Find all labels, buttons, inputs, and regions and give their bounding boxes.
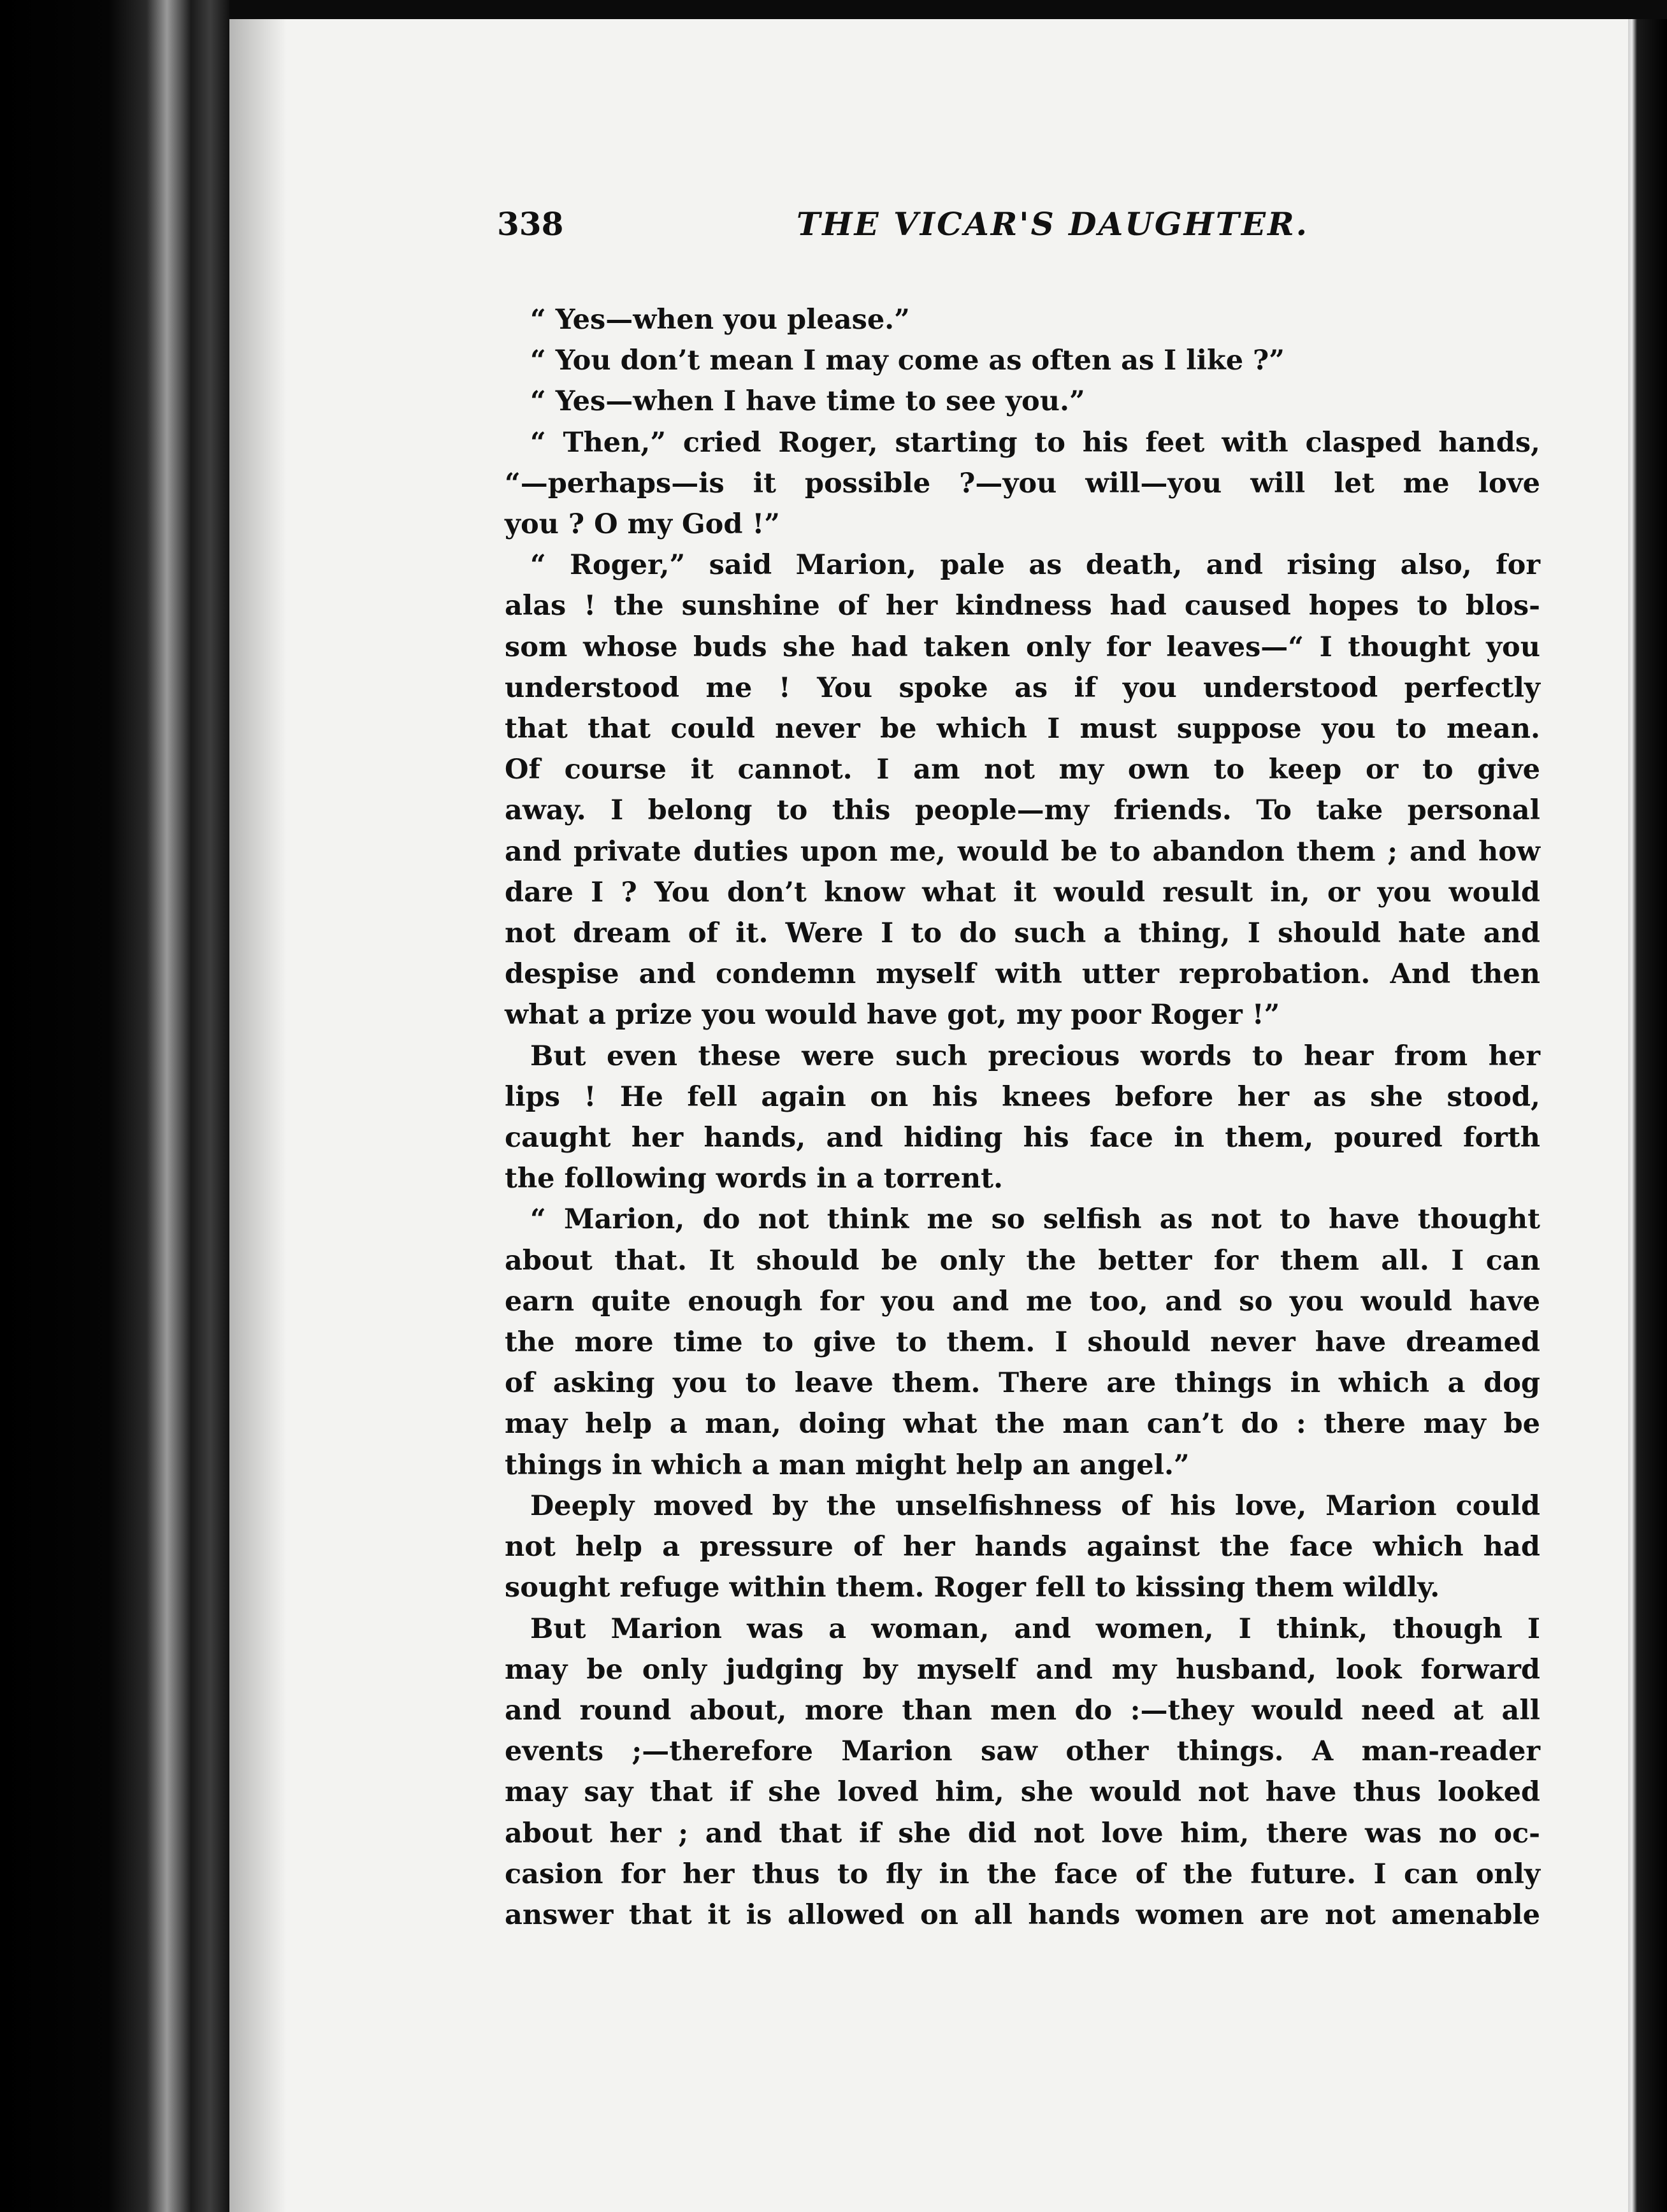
text-line: casion for her thus to fly in the face of the future. I can only: [505, 1858, 1540, 1890]
paragraph: [505, 1486, 1540, 1609]
text-line: about her ; and that if she did not love him, there was no oc-: [505, 1817, 1540, 1849]
text-line: that that could never be which I must suppose you to mean.: [505, 713, 1540, 745]
text-line: earn quite enough for you and me too, and so you would have: [505, 1285, 1540, 1318]
running-head: [229, 205, 1628, 256]
paragraph: [505, 381, 1540, 422]
text-line: things in which a man might help an angel.”: [505, 1449, 1190, 1481]
paragraph: [505, 1199, 1540, 1485]
paragraph: [505, 422, 1540, 545]
text-line: answer that it is allowed on all hands women are not amenable: [505, 1899, 1540, 1931]
text-line: the following words in a torrent.: [505, 1163, 1003, 1195]
text-line: not dream of it. Were I to do such a thing, I should hate and: [505, 917, 1540, 950]
text-line: what a prize you would have got, my poor Roger !”: [505, 999, 1280, 1031]
paragraph: [505, 299, 1540, 340]
text-line: But Marion was a woman, and women, I think, though I: [530, 1612, 1540, 1645]
text-line: the more time to give to them. I should never have dreamed: [505, 1326, 1540, 1359]
text-line: “ You don’t mean I may come as often as I like ?”: [530, 345, 1285, 377]
paragraph: [505, 1609, 1540, 1936]
text-line: “ Roger,” said Marion, pale as death, and rising also, for: [530, 549, 1540, 582]
text-line: “ Marion, do not think me so selfish as not to have thought: [530, 1203, 1540, 1236]
gutter-shadow: [229, 19, 287, 2212]
paragraph: [505, 545, 1540, 1035]
text-line: about that. It should be only the better for them all. I can: [505, 1244, 1540, 1277]
text-line: events ;—therefore Marion saw other things. A man-reader: [505, 1735, 1540, 1768]
text-line: and round about, more than men do :—they would need at all: [505, 1694, 1540, 1727]
book-page: [229, 19, 1628, 2212]
text-line: lips ! He fell again on his knees before her as she stood,: [505, 1081, 1540, 1113]
text-line: despise and condemn myself with utter reprobation. And then: [505, 958, 1540, 991]
paragraph: [505, 340, 1540, 381]
text-line: not help a pressure of her hands against the face which had: [505, 1531, 1540, 1563]
text-line: But even these were such precious words to hear from her: [530, 1040, 1540, 1072]
top-edge: [229, 0, 1667, 19]
page-number: 338: [497, 205, 564, 243]
text-line: “ Yes—when you please.”: [530, 304, 910, 336]
text-line: and private duties upon me, would be to abandon them ; and how: [505, 835, 1540, 868]
text-line: dare I ? You don’t know what it would result in, or you would: [505, 876, 1540, 908]
text-line: Deeply moved by the unselfishness of his love, Marion could: [530, 1490, 1540, 1522]
text-line: may help a man, doing what the man can’t do : there may be: [505, 1408, 1540, 1440]
text-line: sought refuge within them. Roger fell to kissing them wildly.: [505, 1572, 1440, 1604]
text-line: som whose buds she had taken only for leaves—“ I thought you: [505, 631, 1540, 663]
text-line: away. I belong to this people—my friends. To take personal: [505, 794, 1540, 827]
text-line: Of course it cannot. I am not my own to keep or to give: [505, 754, 1540, 786]
text-line: “ Yes—when I have time to see you.”: [530, 385, 1085, 418]
text-line: caught her hands, and hiding his face in them, poured forth: [505, 1122, 1540, 1154]
running-title: THE VICAR'S DAUGHTER.: [797, 205, 1310, 243]
text-line: may say that if she loved him, she would not have thus looked: [505, 1776, 1540, 1809]
text-line: “ Then,” cried Roger, starting to his feet with clasped hands,: [530, 426, 1540, 459]
text-line: of asking you to leave them. There are things in which a dog: [505, 1367, 1540, 1400]
book-binding: [0, 0, 229, 2212]
facing-page-edge: [1628, 19, 1667, 2212]
text-line: may be only judging by myself and my husband, look forward: [505, 1653, 1540, 1686]
text-line: understood me ! You spoke as if you understood perfectly: [505, 672, 1540, 704]
text-line: alas ! the sunshine of her kindness had caused hopes to blos-: [505, 590, 1540, 622]
text-line: you ? O my God !”: [505, 508, 780, 541]
text-line: “—perhaps—is it possible ?—you will—you will let me love: [505, 467, 1540, 499]
body-text: [505, 299, 1540, 1936]
paragraph: [505, 1036, 1540, 1200]
